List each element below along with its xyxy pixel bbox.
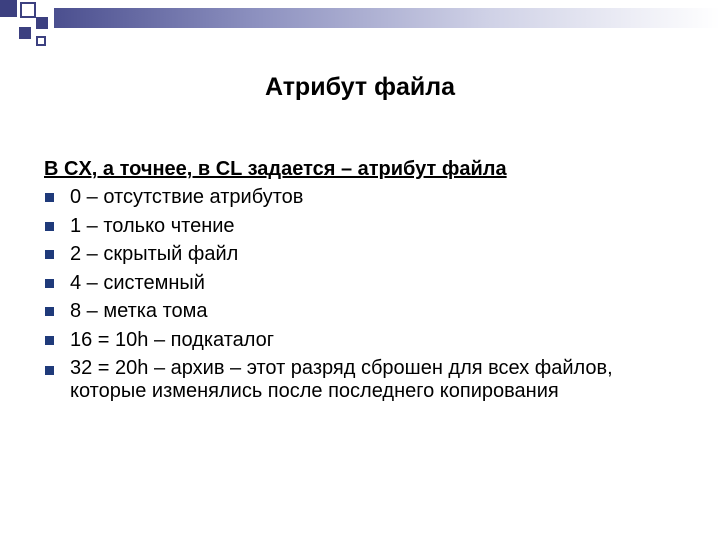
list-item — [44, 326, 684, 355]
content-heading: В CX, а точнее, в CL задается – атрибут файла — [44, 158, 507, 180]
decor-square-outline — [20, 2, 36, 18]
list-item-text: 1 – только чтение — [70, 214, 235, 237]
attribute-list — [44, 183, 684, 403]
list-item-text: 4 – системный — [70, 271, 205, 294]
square-bullet-icon — [45, 222, 54, 231]
gradient-bar — [54, 8, 720, 28]
list-item-text: 16 = 10h – подкаталог — [70, 328, 275, 351]
list-item — [44, 183, 684, 212]
square-bullet-icon — [45, 307, 54, 316]
list-item — [44, 212, 684, 241]
decor-square-filled — [36, 17, 48, 29]
list-item-text: 8 – метка тома — [70, 300, 208, 322]
square-bullet-icon — [45, 366, 54, 375]
list-item — [44, 354, 684, 403]
header-decoration — [0, 0, 720, 60]
list-item-text: 2 – скрытый файл — [70, 243, 239, 265]
square-bullet-icon — [45, 279, 54, 288]
slide-title — [0, 70, 720, 104]
square-bullet-icon — [45, 193, 54, 202]
decor-square-filled — [0, 0, 17, 17]
square-bullet-icon — [45, 250, 54, 259]
list-item — [44, 297, 684, 326]
list-item — [44, 240, 684, 269]
slide-title-text: Атрибут файла — [264, 73, 456, 101]
decor-square-outline — [36, 36, 46, 46]
list-item-text: 0 – отсутствие атрибутов — [70, 186, 304, 208]
slide-content — [44, 156, 684, 403]
list-item-text: 32 = 20h – архив – этот разряд сброшен для всех файлов, которые изменялись после последнего копирования — [70, 357, 613, 402]
square-bullet-icon — [45, 336, 54, 345]
decor-square-filled — [19, 27, 31, 39]
list-item — [44, 269, 684, 298]
